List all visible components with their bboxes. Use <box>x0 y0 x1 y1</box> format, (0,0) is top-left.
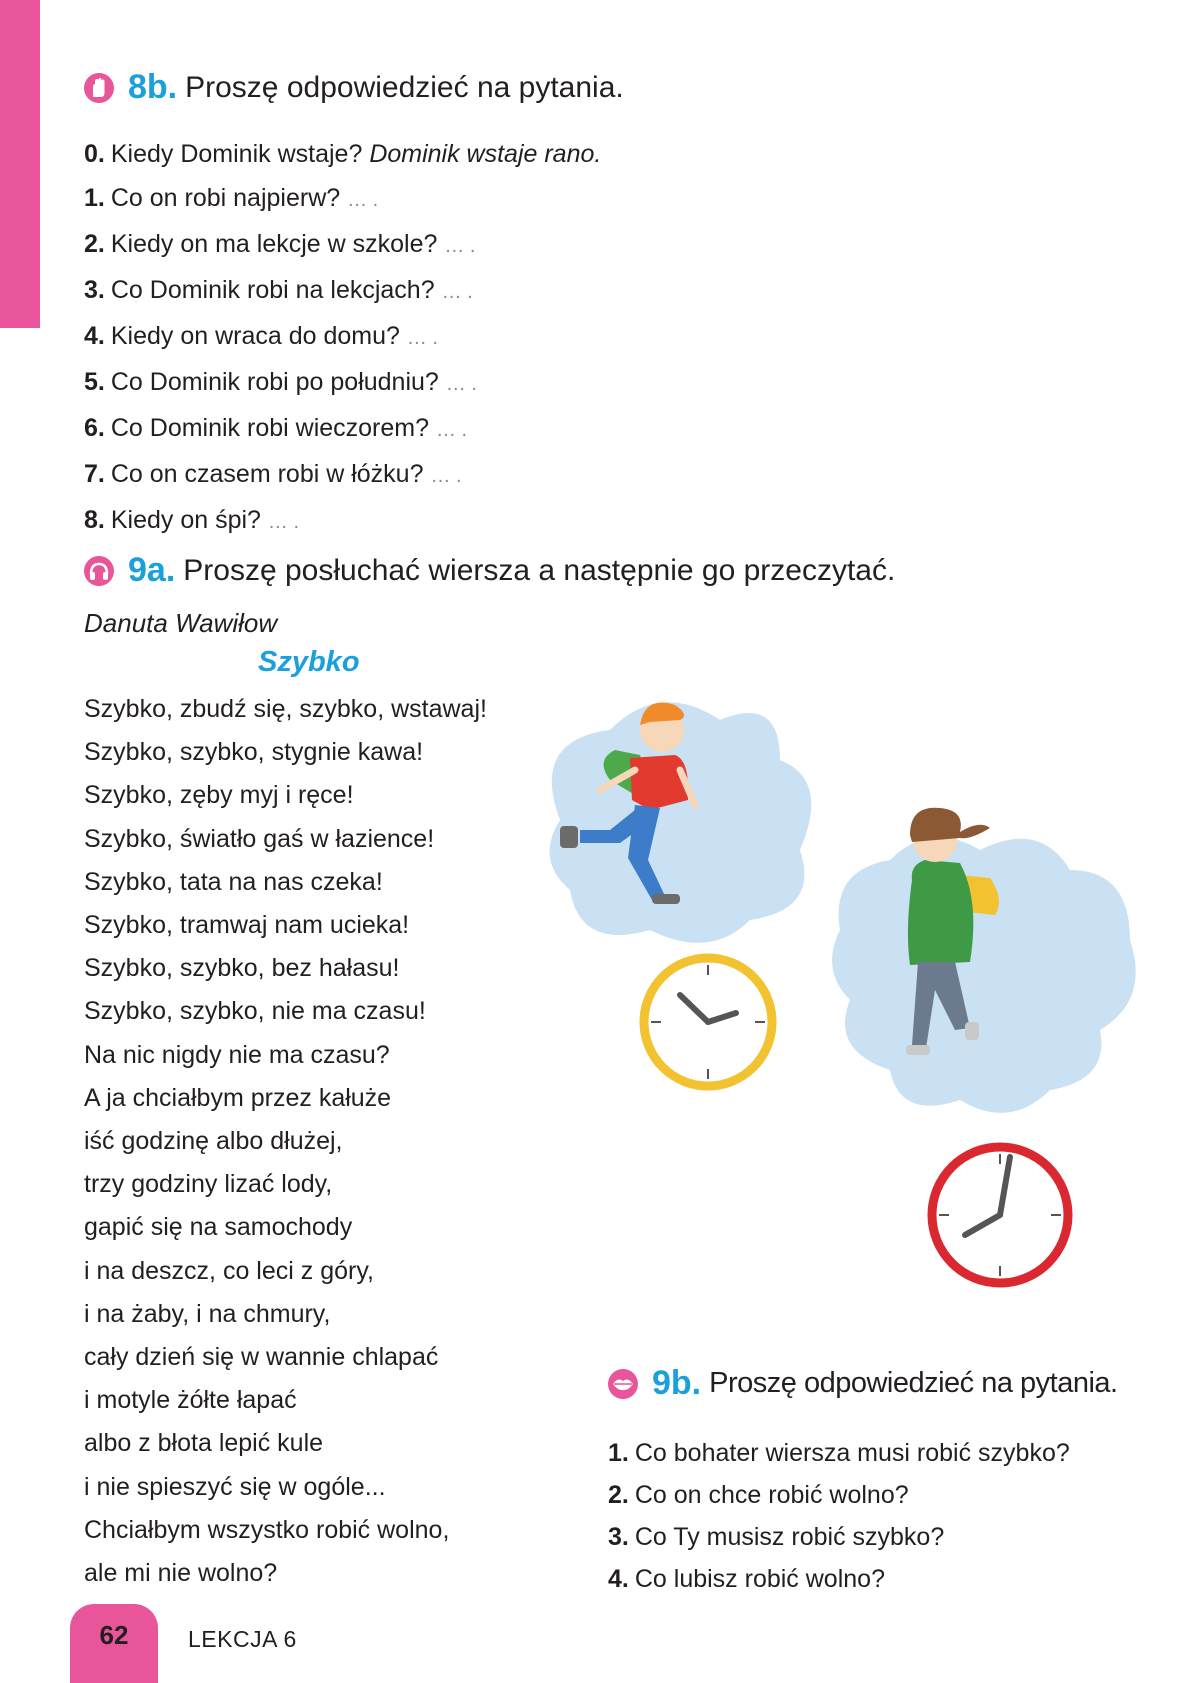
lesson-label: LEKCJA 6 <box>188 1626 297 1652</box>
poem-line: cały dzień się w wannie chlapać <box>84 1343 439 1372</box>
exercise-number: 9a. <box>128 551 176 589</box>
exercise-instruction: Proszę posłuchać wiersza a następnie go przeczytać. <box>183 553 896 587</box>
exercise-instruction: Proszę odpowiedzieć na pytania. <box>709 1367 1118 1399</box>
poem-line: Szybko, tata na nas czeka! <box>84 867 383 896</box>
poem-line: Szybko, tramwaj nam ucieka! <box>84 911 410 940</box>
exercise-instruction: Proszę odpowiedzieć na pytania. <box>185 70 624 104</box>
answer-blank: … . <box>430 465 462 487</box>
poem-line: Szybko, szybko, stygnie kawa! <box>84 738 424 767</box>
poem-line: Szybko, zęby myj i ręce! <box>84 781 354 810</box>
red-clock <box>932 1147 1068 1283</box>
poem-line: albo z błota lepić kule <box>84 1429 324 1458</box>
poem-line: ale mi nie wolno? <box>84 1559 278 1588</box>
poem-line: gapić się na samochody <box>84 1213 353 1242</box>
answer-blank: … . <box>435 419 468 441</box>
answer-blank: … . <box>406 327 438 349</box>
hand-icon <box>84 73 114 103</box>
poem-line: i na żaby, i na chmury, <box>84 1299 331 1328</box>
headphones-icon <box>84 556 114 586</box>
example-answer: Dominik wstaje rano. <box>369 140 602 168</box>
question-item: 8. Kiedy on śpi? … . <box>84 506 300 534</box>
question-item: 5. Co Dominik robi po południu? … . <box>84 368 477 396</box>
poem-text <box>84 688 487 1595</box>
question-item: 1. Co bohater wiersza musi robić szybko? <box>608 1439 1070 1467</box>
poem-title: Szybko <box>258 646 360 678</box>
poem-author: Danuta Wawiłow <box>84 608 278 638</box>
question-item: 3. Co Dominik robi na lekcjach? … . <box>84 276 473 304</box>
poem-line: A ja chciałbym przez kałuże <box>84 1083 392 1112</box>
poem-line: i motyle żółte łapać <box>84 1386 297 1415</box>
poem-line: Chciałbym wszystko robić wolno, <box>84 1515 450 1544</box>
poem-line: Szybko, szybko, bez hałasu! <box>84 954 400 983</box>
poem-line: trzy godziny lizać lody, <box>84 1170 333 1199</box>
poem-line: i nie spieszyć się w ogóle... <box>84 1472 386 1501</box>
poem-line: iść godzinę albo dłużej, <box>84 1127 343 1156</box>
poem-line: Szybko, szybko, nie ma czasu! <box>84 997 426 1026</box>
children-on-clocks-illustration <box>540 700 1140 1310</box>
poem-line: Szybko, światło gaś w łazience! <box>84 824 435 853</box>
exercise-8b-header <box>84 68 624 107</box>
answer-blank: … . <box>267 511 300 533</box>
question-list-9b <box>608 1432 1070 1600</box>
question-item: 2. Kiedy on ma lekcje w szkole? … . <box>84 230 476 258</box>
question-item: 4. Kiedy on wraca do domu? … . <box>84 322 438 350</box>
answer-blank: … . <box>347 189 379 211</box>
question-item: 4. Co lubisz robić wolno? <box>608 1565 885 1593</box>
question-list-8b <box>84 132 601 544</box>
exercise-number: 9b. <box>652 1364 702 1402</box>
answer-blank: … . <box>444 235 476 257</box>
poem-line: i na deszcz, co leci z góry, <box>84 1256 374 1285</box>
question-item: 7. Co on czasem robi w łóżku? … . <box>84 460 462 488</box>
question-item: 3. Co Ty musisz robić szybko? <box>608 1523 945 1551</box>
side-color-tab <box>0 0 40 328</box>
answer-blank: … . <box>441 281 473 303</box>
yellow-clock <box>644 958 772 1086</box>
question-item: 6. Co Dominik robi wieczorem? … . <box>84 414 468 442</box>
page-number: 62 <box>70 1604 158 1683</box>
answer-blank: … . <box>445 373 477 395</box>
poem-line: Na nic nigdy nie ma czasu? <box>84 1040 390 1069</box>
lips-icon <box>608 1369 638 1399</box>
question-item: 2. Co on chce robić wolno? <box>608 1481 909 1509</box>
exercise-9b-header <box>608 1364 1118 1403</box>
question-item: 1. Co on robi najpierw? … . <box>84 184 379 212</box>
question-item: 0. Kiedy Dominik wstaje? Dominik wstaje rano. <box>84 140 602 168</box>
exercise-number: 8b. <box>128 68 178 106</box>
exercise-9a-header <box>84 551 895 590</box>
poem-line: Szybko, zbudź się, szybko, wstawaj! <box>84 695 487 723</box>
